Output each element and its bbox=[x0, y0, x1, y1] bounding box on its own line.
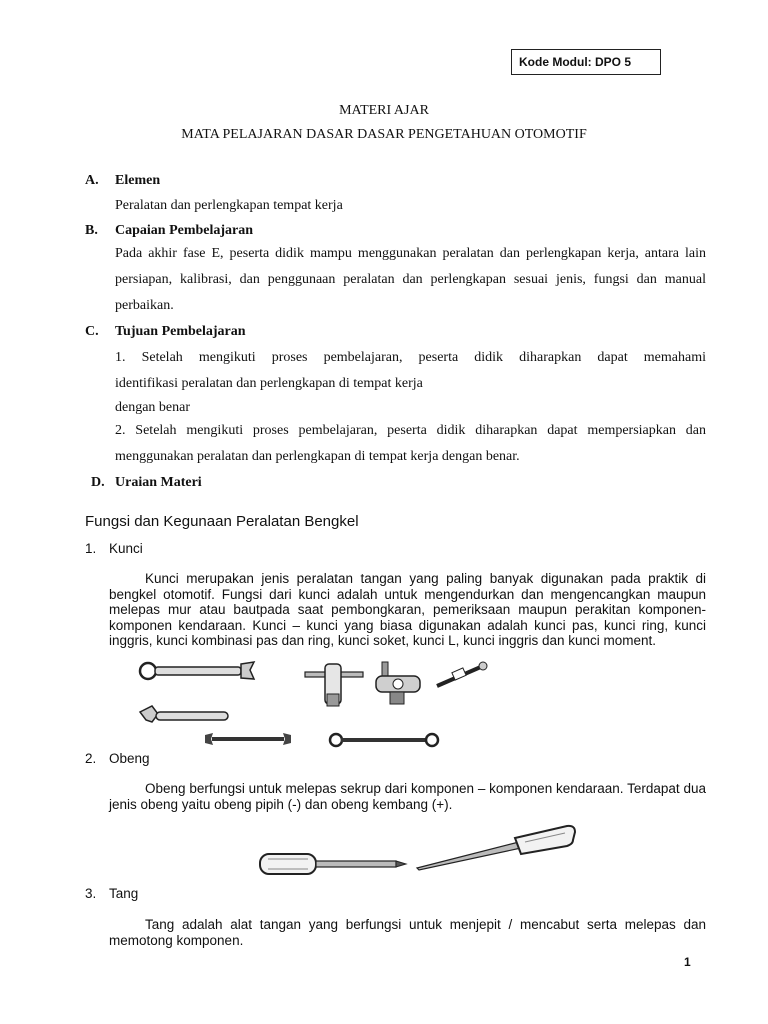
section-c-item-2: 2. Setelah mengikuti proses pembelajaran, peserta didik diharapkan dapat mempersiapkan dan menggunakan peralatan dan perlengkapan di tempat kerja dengan benar. bbox=[115, 423, 706, 464]
materi-heading: Fungsi dan Kegunaan Peralatan Bengkel bbox=[85, 513, 359, 530]
item-1-name: Kunci bbox=[109, 541, 143, 556]
section-c-letter: C. bbox=[85, 324, 99, 339]
section-a-heading: Elemen bbox=[115, 173, 161, 188]
item-3-number: 3. bbox=[85, 886, 97, 901]
ring-wrench-illustration bbox=[328, 732, 440, 748]
page-subtitle: MATA PELAJARAN DASAR DASAR PENGETAHUAN OTOMOTIF bbox=[181, 127, 587, 142]
adjustable-wrench-illustration bbox=[138, 704, 230, 730]
section-d-heading: Uraian Materi bbox=[115, 475, 202, 490]
kode-modul-box: Kode Modul: DPO 5 bbox=[511, 49, 661, 75]
section-c-item-1-line-3: dengan benar bbox=[115, 400, 191, 415]
phillips-screwdriver-illustration bbox=[258, 850, 408, 878]
page-number: 1 bbox=[684, 955, 691, 969]
t-socket-wrench-illustration bbox=[303, 660, 365, 710]
section-b-text: Pada akhir fase E, peserta didik mampu menggunakan peralatan dan perlengkapan kerja, antara lain persiapan, kalibrasi, dan penggunaan peralatan dan perlengkapan sesuai jenis, fungsi dan manual perbaikan. bbox=[115, 246, 706, 313]
item-2-text: Obeng berfungsi untuk melepas sekrup dari komponen – komponen kendaraan. Terdapat dua jenis obeng yaitu obeng pipih (-) dan obeng kembang (+). bbox=[109, 781, 706, 812]
page-title: MATERI AJAR bbox=[339, 103, 429, 118]
item-3-text: Tang adalah alat tangan yang berfungsi untuk menjepit / mencabut serta melepas dan memotong komponen. bbox=[109, 917, 706, 948]
torque-wrench-illustration bbox=[433, 660, 489, 692]
section-b-heading: Capaian Pembelajaran bbox=[115, 223, 254, 238]
item-1-number: 1. bbox=[85, 541, 97, 556]
item-1-text: Kunci merupakan jenis peralatan tangan yang paling banyak digunakan pada praktik di bengkel otomotif. Fungsi dari kunci adalah untuk mengendurkan dan mengencangkan maupun melepas mur atau bautpada saat pembongkaran, pemeriksaan maupun perakitan komponen-komponen kendaraan. Kunci – kunci yang biasa digunakan adalah kunci pas, kunci ring, kunci inggris, kunci kombinasi pas dan ring, kunci soket, kunci L, kunci inggris dan kunci moment. bbox=[109, 571, 706, 648]
section-d-letter: D. bbox=[91, 475, 105, 490]
section-c-item-1-line-1: 1. Setelah mengikuti proses pembelajaran, peserta didik diharapkan dapat memahami bbox=[115, 350, 706, 365]
item-2-number: 2. bbox=[85, 751, 97, 766]
item-2-name: Obeng bbox=[109, 751, 150, 766]
item-3-name: Tang bbox=[109, 886, 139, 901]
section-c-item-1-line-2: identifikasi peralatan dan perlengkapan di tempat kerja bbox=[115, 376, 423, 391]
flat-screwdriver-illustration bbox=[415, 822, 577, 872]
open-end-wrench-illustration bbox=[203, 732, 293, 746]
section-a-text: Peralatan dan perlengkapan tempat kerja bbox=[115, 198, 343, 213]
section-a-letter: A. bbox=[85, 173, 99, 188]
combination-wrench-illustration bbox=[138, 660, 258, 684]
socket-set-illustration bbox=[372, 658, 426, 708]
section-c-heading: Tujuan Pembelajaran bbox=[115, 324, 246, 339]
section-b-letter: B. bbox=[85, 223, 98, 238]
